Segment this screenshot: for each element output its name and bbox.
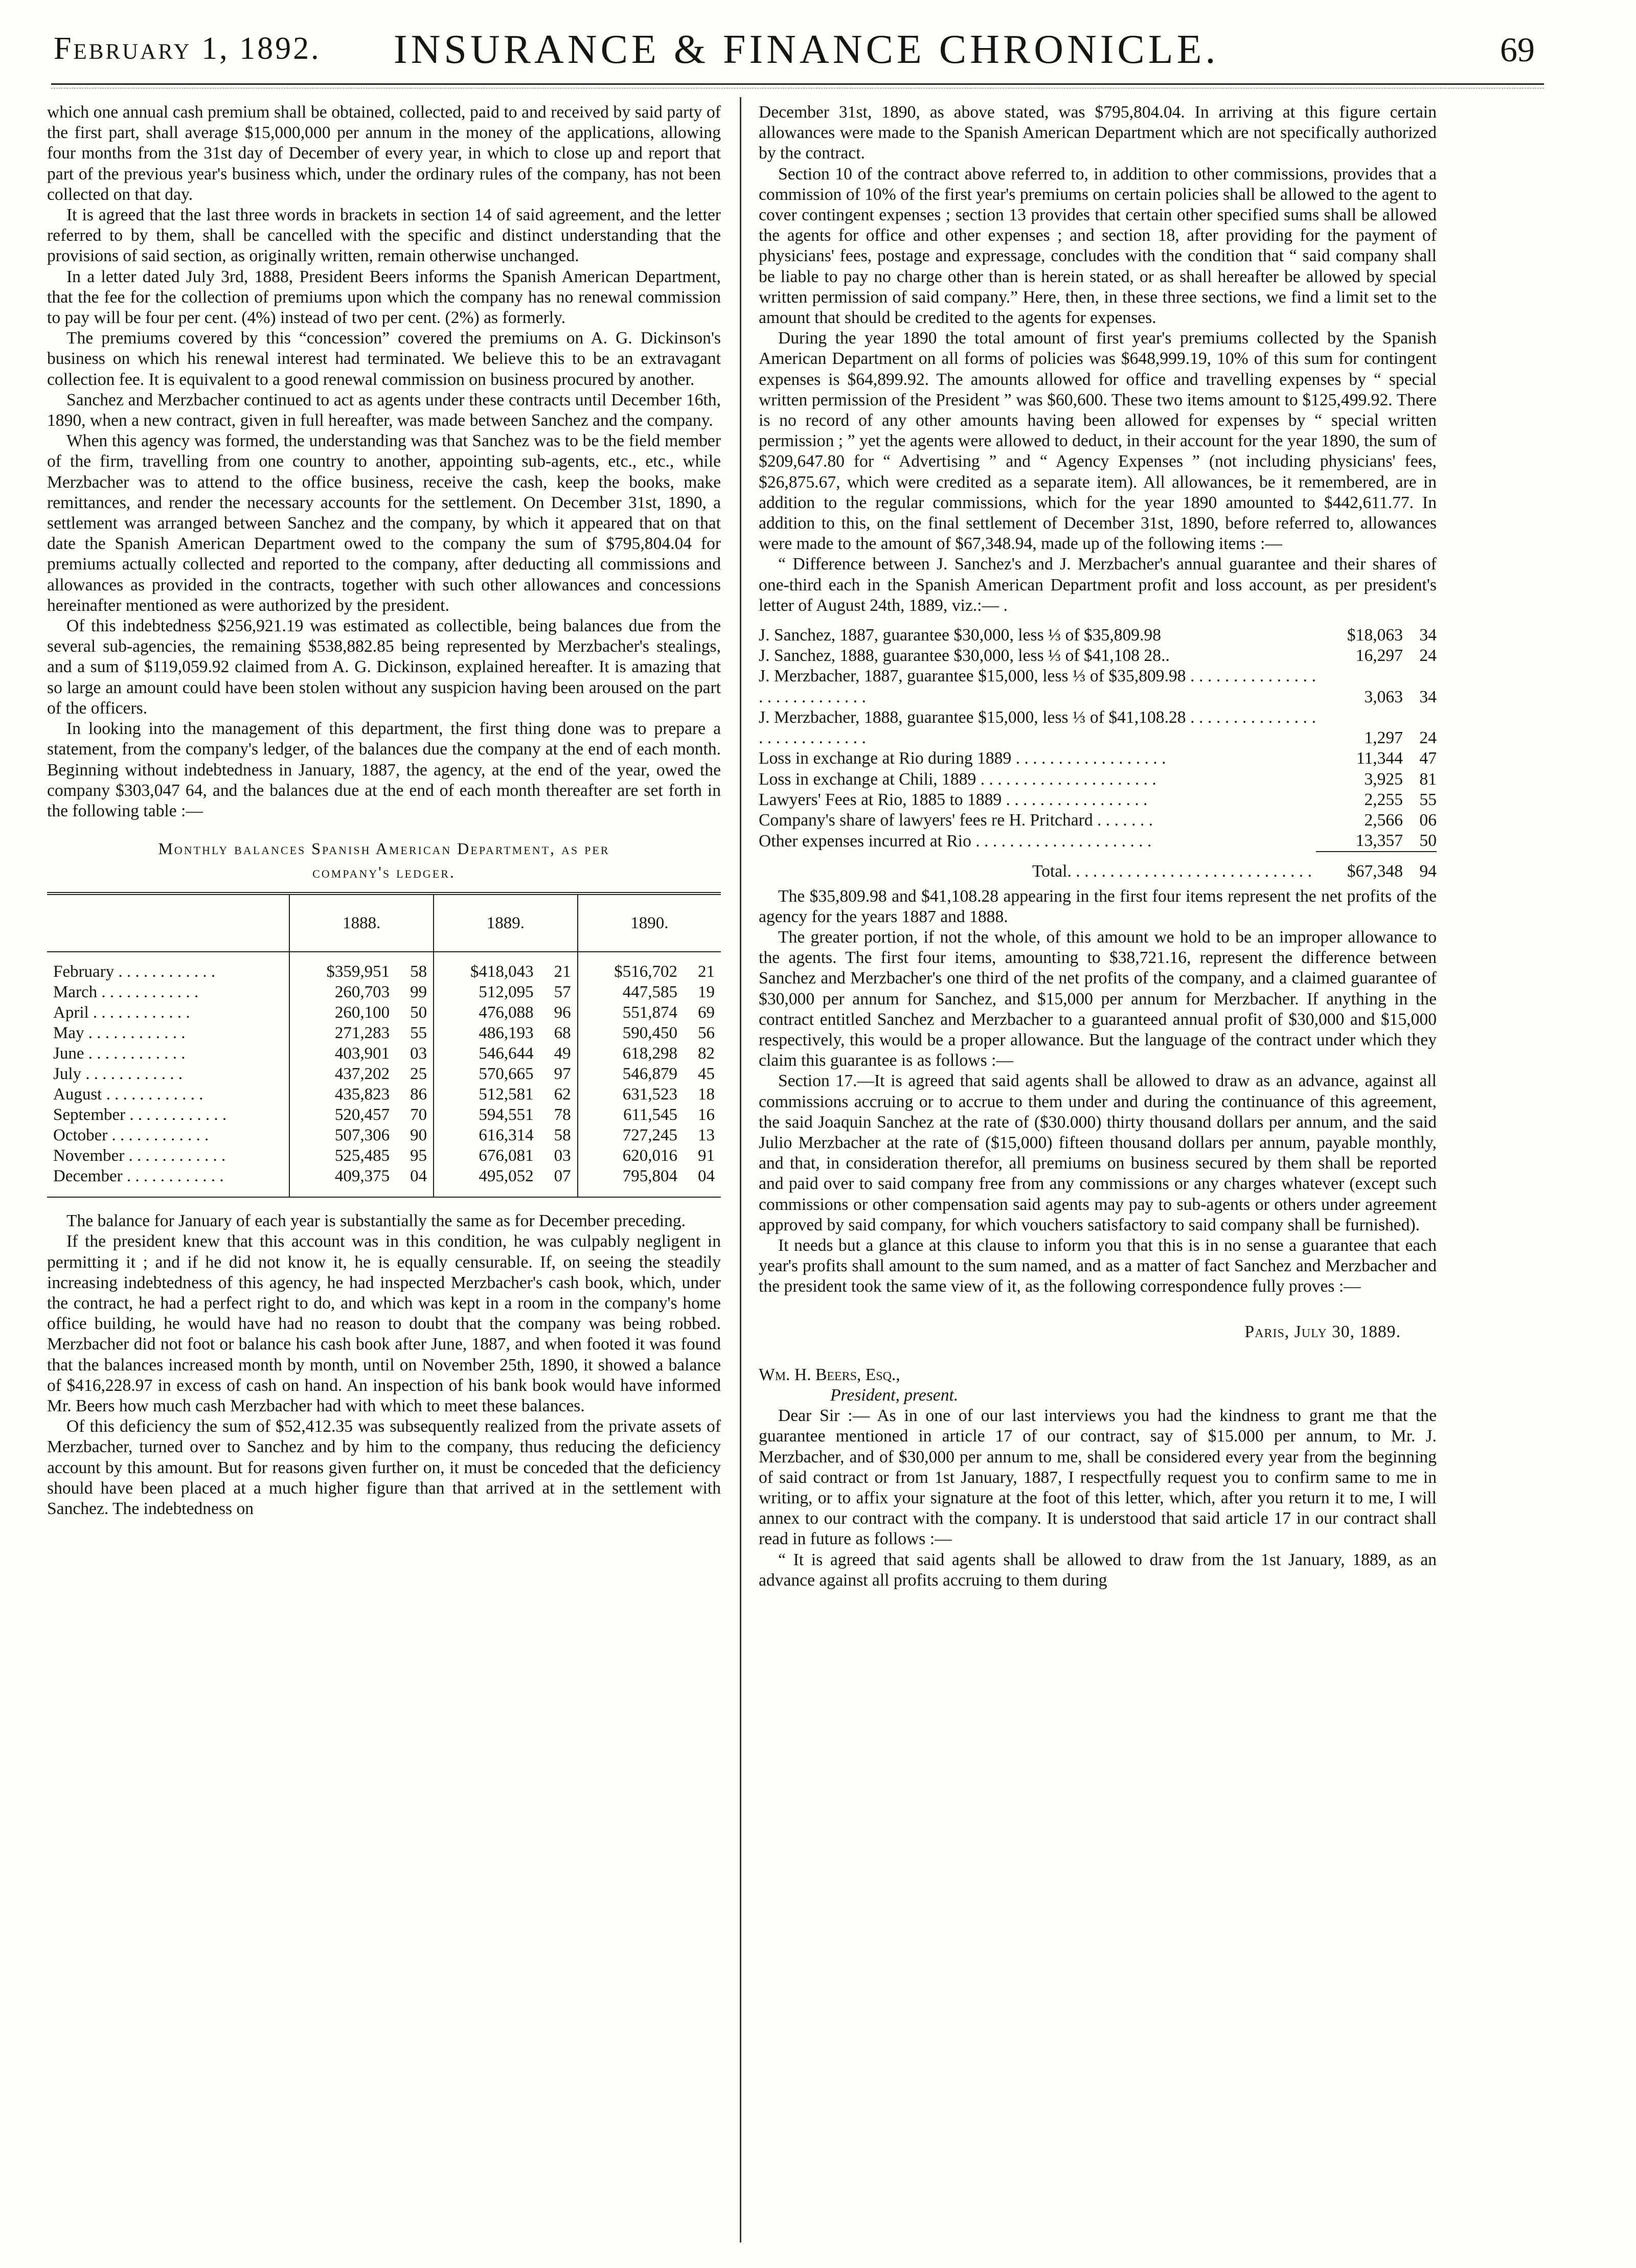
month-label: June . . .	[53, 1044, 186, 1063]
allowance-row	[759, 646, 1437, 666]
dollar-amount: 486,193	[479, 1024, 534, 1043]
value-1890-cell	[578, 1002, 721, 1023]
dollar-amount: 476,088	[479, 1003, 534, 1022]
value-1890-cell	[578, 1023, 721, 1043]
dollar-amount: 512,581	[479, 1085, 534, 1104]
cents-amount: 82	[698, 1044, 715, 1063]
allowance-amount: 3,063	[1364, 687, 1403, 706]
dollar-amount: 437,202	[334, 1065, 390, 1084]
cents-amount: 58	[410, 963, 427, 981]
dollar-amount: 495,052	[479, 1167, 534, 1186]
month-cell	[47, 1166, 289, 1197]
dollar-amount: 594,551	[479, 1106, 534, 1125]
cents-amount: 19	[698, 983, 715, 1002]
cents-amount: 03	[554, 1147, 571, 1165]
allowance-row	[759, 769, 1437, 790]
value-1889-cell	[434, 1002, 578, 1023]
cents-amount: 21	[698, 963, 715, 981]
paragraph: Of this indebtedness $256,921.19 was estimated as collectible, being balances due from the several sub-agencies, the remaining $538,882.85 being represented by Merzbacher's stealings, and a sum of $119,059.92 claimed from A. G. Dickinson, explained hereafter. It is amazing that so large an amount could have been stolen without any suspicion having been aroused on the part of the officers.	[47, 616, 721, 718]
month-label: March . . .	[53, 983, 198, 1001]
allowance-row	[759, 831, 1437, 852]
table-row	[47, 1084, 721, 1105]
issue-date: February 1, 1892.	[54, 31, 321, 66]
column-header: 1889.	[434, 894, 578, 952]
allowance-cents: 47	[1419, 749, 1437, 768]
month-cell	[47, 1105, 289, 1125]
month-cell	[47, 1002, 289, 1023]
allowance-description: Company's share of lawyers' fees re H. Pritchard . . . . . . .	[759, 810, 1153, 830]
column-header: 1888.	[289, 894, 434, 952]
value-1888-cell	[289, 1146, 434, 1166]
dollar-amount: 507,306	[334, 1126, 390, 1145]
value-1889-cell	[434, 1043, 578, 1064]
value-1889-cell	[434, 1146, 578, 1166]
allowance-description: J. Merzbacher, 1887, guarantee $15,000, less ⅓ of $35,809.98 . . . . . . . . . . . . . . . . . . . . . . . . . . . .	[759, 667, 1316, 706]
allowance-amount: 2,255	[1364, 790, 1403, 809]
value-1889-cell	[434, 1023, 578, 1043]
table-row	[47, 1166, 721, 1197]
table-row	[47, 1023, 721, 1043]
letter-quote: “ It is agreed that said agents shall be allowed to draw from the 1st January, 1889, as an advance against all profits accruing to them during	[759, 1550, 1437, 1590]
total-cents: 94	[1403, 852, 1437, 882]
dollar-amount: 631,523	[622, 1085, 677, 1104]
cents-amount: 68	[554, 1024, 571, 1043]
header-rule	[51, 83, 1544, 85]
paragraph: which one annual cash premium shall be obtained, collected, paid to and received by said party of the first part, shall average $15,000,000 per annum in the money of the applications, allowing four months from the 31st day of December of every year, in which to close up and report that part of the previous year's business which, under the ordinary rules of the company, has not been collected on that day.	[47, 103, 721, 204]
dollar-amount: 260,703	[334, 983, 390, 1002]
value-1890-cell	[578, 1043, 721, 1064]
allowance-amount: 16,297	[1355, 646, 1403, 666]
right-column	[759, 102, 1437, 1591]
dollar-amount: 435,823	[334, 1085, 390, 1104]
cents-amount: 18	[698, 1085, 715, 1104]
paragraph: Of this deficiency the sum of $52,412.35 was subsequently realized from the private assets of Merzbacher, turned over to Sanchez and by him to the company, thus reducing the deficiency account by this amount. But for reasons given further on, it must be conceded that the deficiency should have been placed at a much higher figure than that arrived at in the settlement with Sanchez. The indebtedness on	[47, 1417, 721, 1518]
cents-amount: 13	[698, 1126, 715, 1145]
cents-amount: 97	[554, 1065, 571, 1084]
allowance-amount: 3,925	[1364, 769, 1403, 789]
table-row	[47, 1125, 721, 1146]
allowance-cents: 55	[1419, 790, 1437, 809]
paragraph: “ Difference between J. Sanchez's and J. Merzbacher's annual guarantee and their shares of one-third each in the Spanish American Department profit and loss account, as per president's letter of August 24th, 1889, viz.:— .	[759, 555, 1437, 615]
allowance-cents: 81	[1419, 769, 1437, 789]
column-header	[47, 894, 289, 952]
paragraph: The greater portion, if not the whole, of this amount we hold to be an improper allowance to the agents. The first four items, amounting to $38,721.16, represent the difference between Sanchez and Merzbacher's one third of the net profits of the company, and a claimed guarantee of $30,000 per annum for Sanchez, and $15,000 per annum for Merzbacher. If anything in the contract entitled Sanchez and Merzbacher to a guaranteed annual profit of $30,000 and $15,000 respectively, this would be a proper allowance. But the language of the contract under which they claim this guarantee is as follows :—	[759, 927, 1437, 1070]
cents-amount: 99	[410, 983, 427, 1002]
month-label: October . . .	[53, 1126, 209, 1144]
month-cell	[47, 982, 289, 1002]
cents-amount: 04	[410, 1167, 427, 1186]
month-label: February . . .	[53, 963, 215, 981]
dollar-amount: 618,298	[622, 1044, 677, 1063]
dollar-amount: 551,874	[622, 1003, 677, 1022]
allowance-cents: 24	[1419, 728, 1437, 748]
table-header-row	[47, 894, 721, 952]
dollar-amount: 525,485	[334, 1147, 390, 1165]
cents-amount: 56	[698, 1024, 715, 1043]
cents-amount: 69	[698, 1003, 715, 1022]
value-1890-cell	[578, 1146, 721, 1166]
value-1888-cell	[289, 1023, 434, 1043]
value-1890-cell	[578, 1166, 721, 1197]
paragraph: It needs but a glance at this clause to inform you that this is in no sense a guarantee that each year's profits shall amount to the sum named, and as a matter of fact Sanchez and Merzbacher and the president took the same view of it, as the following correspondence fully proves :—	[759, 1235, 1437, 1296]
dollar-amount: 570,665	[479, 1065, 534, 1084]
allowance-cents: 34	[1419, 687, 1437, 706]
month-label: September . . .	[53, 1106, 226, 1124]
dollar-amount: 546,644	[479, 1044, 534, 1063]
left-column	[47, 102, 721, 1519]
table-row	[47, 1105, 721, 1125]
value-1889-cell	[434, 982, 578, 1002]
month-cell	[47, 1146, 289, 1166]
dollar-amount: 546,879	[622, 1065, 677, 1084]
month-label: November . . .	[53, 1147, 225, 1165]
dollar-amount: 795,804	[622, 1167, 677, 1186]
allowance-amount: 1,297	[1364, 728, 1403, 748]
allowance-row	[759, 707, 1437, 748]
table-row	[47, 1064, 721, 1084]
monthly-balances-table	[47, 892, 721, 1198]
allowance-amount: 11,344	[1356, 749, 1403, 768]
paragraph: The premiums covered by this “concession” covered the premiums on A. G. Dickinson's business on which his renewal interest had terminated. We believe this to be an extravagant collection fee. It is equivalent to a good renewal commission on business procured by another.	[47, 329, 721, 389]
dollar-amount: 616,314	[479, 1126, 534, 1145]
allowance-row	[759, 810, 1437, 831]
month-cell	[47, 1023, 289, 1043]
cents-amount: 58	[554, 1126, 571, 1145]
value-1888-cell	[289, 1166, 434, 1197]
value-1889-cell	[434, 1105, 578, 1125]
allowances-table	[759, 625, 1437, 882]
value-1889-cell	[434, 952, 578, 982]
dollar-amount: $418,043	[470, 963, 534, 981]
month-cell	[47, 952, 289, 982]
value-1888-cell	[289, 1084, 434, 1105]
month-cell	[47, 1043, 289, 1064]
cents-amount: 57	[554, 983, 571, 1002]
cents-amount: 55	[410, 1024, 427, 1043]
value-1890-cell	[578, 982, 721, 1002]
cents-amount: 86	[410, 1085, 427, 1104]
dollar-amount: 520,457	[334, 1106, 390, 1125]
paragraph: The balance for January of each year is substantially the same as for December preceding.	[66, 1211, 686, 1231]
paragraph: It is agreed that the last three words in brackets in section 14 of said agreement, and the letter referred to by them, shall be cancelled with the specific and distinct understanding that the provisions of said section, as originally written, remain otherwise unchanged.	[47, 205, 721, 266]
value-1890-cell	[578, 1105, 721, 1125]
letter-addressee-title: President, present.	[830, 1385, 959, 1405]
dollar-amount: $516,702	[614, 963, 677, 981]
cents-amount: 07	[554, 1167, 571, 1186]
cents-amount: 91	[698, 1147, 715, 1165]
value-1890-cell	[578, 952, 721, 982]
value-1888-cell	[289, 952, 434, 982]
month-cell	[47, 1084, 289, 1105]
dollar-amount: 727,245	[622, 1126, 677, 1145]
cents-amount: 49	[554, 1044, 571, 1063]
table-row	[47, 1146, 721, 1166]
cents-amount: 03	[410, 1044, 427, 1063]
value-1890-cell	[578, 1064, 721, 1084]
dollar-amount: 271,283	[334, 1024, 390, 1043]
cents-amount: 45	[698, 1065, 715, 1084]
cents-amount: 95	[410, 1147, 427, 1165]
paragraph: In looking into the management of this department, the first thing done was to prepare a statement, from the company's ledger, of the balances due the company at the end of each month. Beginning without indebtedness in January, 1887, the agency, at the end of the year, owed the company $303,047 64, and the balances due at the end of each month thereafter are set forth in the following table :—	[47, 719, 721, 820]
cents-amount: 90	[410, 1126, 427, 1145]
dollar-amount: 447,585	[622, 983, 677, 1002]
allowance-description: Other expenses incurred at Rio . . . . . . . . . . . . . . . . . . . . .	[759, 832, 1152, 851]
allowance-row	[759, 790, 1437, 810]
total-label: Total. . . . . . . . . . . . . . . . . . . . . . . . . . . . .	[1032, 862, 1312, 881]
value-1889-cell	[434, 1125, 578, 1146]
table-row	[47, 1002, 721, 1023]
dollar-amount: 611,545	[623, 1106, 677, 1125]
paragraph: December 31st, 1890, as above stated, was $795,804.04. In arriving at this figure certain allowances were made to the Spanish American Department which are not specifically authorized by the contract.	[759, 103, 1437, 163]
allowance-cents: 50	[1419, 831, 1437, 851]
value-1888-cell	[289, 1105, 434, 1125]
table-row	[47, 982, 721, 1002]
dollar-amount: 620,016	[622, 1147, 677, 1165]
column-header: 1890.	[578, 894, 721, 952]
allowance-amount: $18,063	[1347, 626, 1403, 645]
cents-amount: 78	[554, 1106, 571, 1125]
letter-addressee: Wm. H. Beers, Esq.,	[759, 1365, 900, 1384]
table-title	[47, 837, 721, 884]
paragraph: When this agency was formed, the understanding was that Sanchez was to be the field member of the firm, travelling from one country to another, appointing sub-agents, etc., etc., while Merzbacher was to attend to the office business, receive the cash, keep the books, make remittances, and render the necessary accounts for the settlement. On December 31st, 1890, a settlement was arranged between Sanchez and the company, by which it appeared that on that date the Spanish American Department owed to the company the sum of $795,804.04 for premiums actually collected and reported to the company, after deducting all commissions and allowances as provided in the contracts, together with such other allowances and concessions hereinafter mentioned as were authorized by the president.	[47, 431, 721, 615]
allowance-description: Lawyers' Fees at Rio, 1885 to 1889 . . . . . . . . . . . . . . . . .	[759, 790, 1148, 809]
table-row	[47, 1043, 721, 1064]
allowance-row	[759, 666, 1437, 707]
allowance-amount: 13,357	[1355, 831, 1403, 851]
letter-body: Dear Sir :— As in one of our last interviews you had the kindness to grant me that the guarantee mentioned in article 17 of our contract, say of $15.000 per annum, to Mr. J. Merzbacher, and of $30,000 per annum to me, shall be considered every year from the beginning of said contract or from 1st January, 1887, I respectfully request you to confirm same to me in writing, or to affix your signature at the foot of this letter, which, after you return it to me, I will annex to our contract with the company. It is understood that said article 17 in our contract shall read in future as follows :—	[759, 1406, 1437, 1549]
value-1889-cell	[434, 1084, 578, 1105]
value-1888-cell	[289, 1002, 434, 1023]
dollar-amount: 590,450	[622, 1024, 677, 1043]
table-title-line: Monthly balances Spanish American Department, as per	[158, 839, 610, 858]
paragraph: During the year 1890 the total amount of first year's premiums collected by the Spanish American Department on all forms of policies was $648,999.19, 10% of this sum for contingent expenses is $64,899.92. The amounts allowed for office and travelling expenses by “ special written permission of the President ” was $60,600. These two items amount to $125,499.92. There is no record of any other amounts having been allowed for expenses by “ special written permission ; ” yet the agents were allowed to deduct, in their account for the year 1890, the sum of $209,647.80 for “ Advertising ” and “ Agency Expenses ” (not including physicians' fees, $26,875.67, which were credited as a separate item). All allowances, be it remembered, are in addition to the regular commissions, which for the year 1890 amounted to $442,611.77. In addition to this, on the final settlement of December 31st, 1890, before referred to, allowances were made to the amount of $67,348.94, made up of the following items :—	[759, 329, 1437, 554]
month-label: July . . .	[53, 1065, 183, 1083]
month-label: December . . .	[53, 1167, 224, 1185]
month-label: April . . .	[53, 1003, 190, 1022]
publication-title: INSURANCE & FINANCE CHRONICLE.	[394, 27, 1219, 72]
value-1890-cell	[578, 1125, 721, 1146]
allowance-row	[759, 748, 1437, 769]
cents-amount: 96	[554, 1003, 571, 1022]
paragraph: Section 10 of the contract above referred to, in addition to other commissions, provides that a commission of 10% of the first year's premiums on certain policies shall be allowed to the agent to cover contingent expenses ; section 13 provides that certain other specified sums shall be allowed the agents for office and other expenses ; and section 18, after providing for the payment of physicians' fees, postage and expressage, concludes with the condition that “ said company shall be liable to pay no charge other than is herein stated, or as shall hereafter be allowed by special written permission of said company.” Here, then, in these three sections, we find a limit set to the amount that should be credited to the agents for expenses.	[759, 164, 1437, 328]
cents-amount: 21	[554, 963, 571, 981]
total-amount: $67,348	[1316, 852, 1403, 882]
cents-amount: 70	[410, 1106, 427, 1125]
allowance-description: J. Sanchez, 1888, guarantee $30,000, less ⅓ of $41,108 28..	[759, 646, 1170, 666]
allowance-amount: 2,566	[1364, 810, 1403, 830]
paragraph: Section 17.—It is agreed that said agents shall be allowed to draw as an advance, against all commissions accruing or to accrue to them under and during the continuance of this agreement, the said Joaquin Sanchez at the rate of ($30.000) thirty thousand dollars per annum, and the said Julio Merzbacher at the rate of ($15,000) fifteen thousand dollars per annum, payable monthly, and that, in consideration therefor, all premiums on business secured by them shall be reported and paid over to said company free from any commissions or any charges whatever (except such commissions or other compensation said agents may pay to sub-agents or others under agreement approved by said company, for which vouchers satisfactory to said company shall be furnished).	[759, 1071, 1437, 1234]
allowance-description: J. Merzbacher, 1888, guarantee $15,000, less ⅓ of $41,108.28 . . . . . . . . . . . . . . . . . . . . . . . . . . . .	[759, 707, 1316, 748]
letter-dateline: Paris, July 30, 1889.	[1244, 1322, 1401, 1341]
value-1888-cell	[289, 1064, 434, 1084]
value-1889-cell	[434, 1064, 578, 1084]
dollar-amount: 260,100	[334, 1003, 390, 1022]
allowance-description: J. Sanchez, 1887, guarantee $30,000, less ⅓ of $35,809.98	[759, 626, 1162, 645]
paragraph: If the president knew that this account was in this condition, he was culpably negligent in permitting it ; and if he did not know it, he is equally censurable. If, on seeing the steadily increasing indebtedness of this agency, he had inspected Merzbacher's cash book, which, under the contract, he had a perfect right to do, and which was kept in a room in the company's home office building, he would have had no reason to doubt that the company was being robbed. Merzbacher did not foot or balance his cash book after June, 1887, and when footed it was found that the balances increased month by month, until on November 25th, 1890, it showed a balance of $416,228.97 in excess of cash on hand. An inspection of his bank book would have informed Mr. Beers how much cash Merzbacher had with which to meet these balances.	[47, 1232, 721, 1415]
value-1888-cell	[289, 982, 434, 1002]
dollar-amount: 512,095	[479, 983, 534, 1002]
month-label: May . . .	[53, 1024, 186, 1042]
table-row	[47, 952, 721, 982]
cents-amount: 50	[410, 1003, 427, 1022]
month-cell	[47, 1125, 289, 1146]
cents-amount: 25	[410, 1065, 427, 1084]
paragraph: In a letter dated July 3rd, 1888, President Beers informs the Spanish American Department, that the fee for the collection of premiums upon which the company has no renewal commission to pay will be four per cent. (4%) instead of two per cent. (2%) as formerly.	[47, 267, 721, 328]
allowance-cents: 24	[1419, 646, 1437, 666]
paragraph: The $35,809.98 and $41,108.28 appearing in the first four items represent the net profits of the agency for the years 1887 and 1888.	[759, 886, 1437, 926]
cents-amount: 04	[698, 1167, 715, 1186]
dollar-amount: 409,375	[334, 1167, 390, 1186]
allowance-row	[759, 625, 1437, 646]
dollar-amount: 403,901	[334, 1044, 390, 1063]
allowance-description: Loss in exchange at Chili, 1889 . . . . . . . . . . . . . . . . . . . . .	[759, 769, 1156, 789]
allowance-cents: 06	[1419, 810, 1437, 830]
value-1889-cell	[434, 1166, 578, 1197]
total-row	[759, 852, 1437, 882]
value-1890-cell	[578, 1084, 721, 1105]
value-1888-cell	[289, 1043, 434, 1064]
dollar-amount: 676,081	[479, 1147, 534, 1165]
paragraph: Sanchez and Merzbacher continued to act as agents under these contracts until December 16th, 1890, when a new contract, given in full hereafter, was made between Sanchez and the company.	[47, 390, 721, 430]
allowance-cents: 34	[1419, 626, 1437, 645]
cents-amount: 62	[554, 1085, 571, 1104]
allowance-description: Loss in exchange at Rio during 1889 . . . . . . . . . . . . . . . . . .	[759, 749, 1166, 768]
value-1888-cell	[289, 1125, 434, 1146]
table-title-line: company's ledger.	[312, 863, 456, 882]
month-label: August . . .	[53, 1085, 203, 1104]
page-number: 69	[1500, 30, 1535, 69]
column-divider	[740, 97, 741, 2242]
dollar-amount: $359,951	[326, 963, 390, 981]
cents-amount: 16	[698, 1106, 715, 1125]
month-cell	[47, 1064, 289, 1084]
